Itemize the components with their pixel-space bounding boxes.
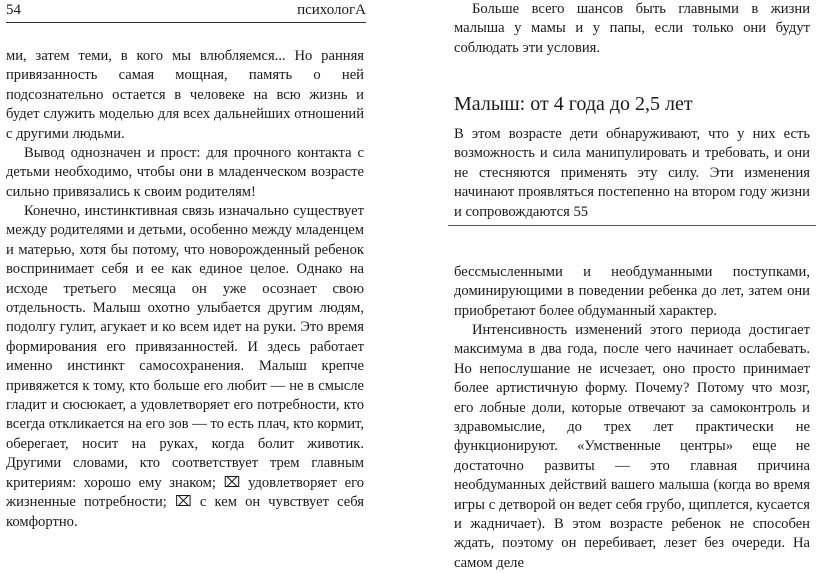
- right-page: [434, 0, 816, 571]
- page-header: [6, 0, 366, 23]
- page-number: 54: [6, 2, 21, 18]
- section-heading: Малыш: от 4 года до 2,5 лет: [454, 93, 693, 115]
- paragraph-1: Больше всего шансов быть главными в жизни малыша у мамы и у папы, если только они будут соблюдать эти условия.: [454, 1, 810, 56]
- paragraph-2: В этом возрасте дети обнаруживают, что у них есть возможность и сила манипулировать и требовать, и они не стесняются применять эту силу. Эти изменения начинают проявляться постепенно на втором году жизни и сопровождаются 55: [454, 126, 810, 220]
- left-page: [0, 0, 380, 530]
- paragraph-1: ми, затем теми, в кого мы влюбляемся... Но ранняя привязанность самая мощная, память о ней подсознательно остается в человеке на всю жизнь и будет служить моделью для всех дальнейших отношений с другими людьми.: [6, 48, 364, 142]
- running-title: психологА: [297, 2, 366, 18]
- paragraph-3: Конечно, инстинктивная связь изначально существует между родителями и детьми, особенно между младенцем и матерью, хотя бы потому, что новорожденный ребенок воспринимает себя и ее как единое целое. Однако на исходе третьего месяца он уже осознает свою отдельность. Малыш охотно улыбается другим людям, подолгу гулит, агукает и ко всем идет на руки. Это время формирования его привязанностей. И здесь работает именно инстинкт самосохранения. Малыш крепче привяжется к тому, кто больше его любит — не в смысле гладит и сюсюкает, а удовлетворяет его потребности, кто всегда откликается на его зов — то есть плач, кто кормит, оберегает, носит на руках, когда болит животик. Другими словами, кто соответствует трем главным критериям: хорошо ему знаком; ⌧ удовлетворяет его жизненные потребности; ⌧ с кем он чувствует себя комфортно.: [6, 203, 364, 530]
- paragraph-4: Интенсивность изменений этого периода достигает максимума в два года, после чего начинает ослабевать. Но непослушание не исчезает, оно просто принимает более артистичную форму. Почему? Потому что мозг, его лобные доли, которые отвечают за самоконтроль и здравомыслие, до трех лет практически не функционируют. «Умственные центры» еще не достаточно развиты — это главная причина необдуманных действий вашего малыша (когда во время игры с детворой он ведет себя грубо, щиплется, кусается и жадничает). В этом возрасте ребенок не способен ждать, поэтому он перебивает, лезет без очереди. На самом деле: [454, 322, 810, 571]
- paragraph-3: бессмысленными и необдуманными поступками, доминирующими в поведении ребенка до лет, затем они приобретают более обдуманный характер.: [454, 264, 810, 319]
- section-divider: [448, 225, 816, 226]
- paragraph-2: Вывод однозначен и прост: для прочного контакта с детьми необходимо, чтобы они в младенческом возрасте сильно привязались к своим родителям!: [6, 145, 364, 200]
